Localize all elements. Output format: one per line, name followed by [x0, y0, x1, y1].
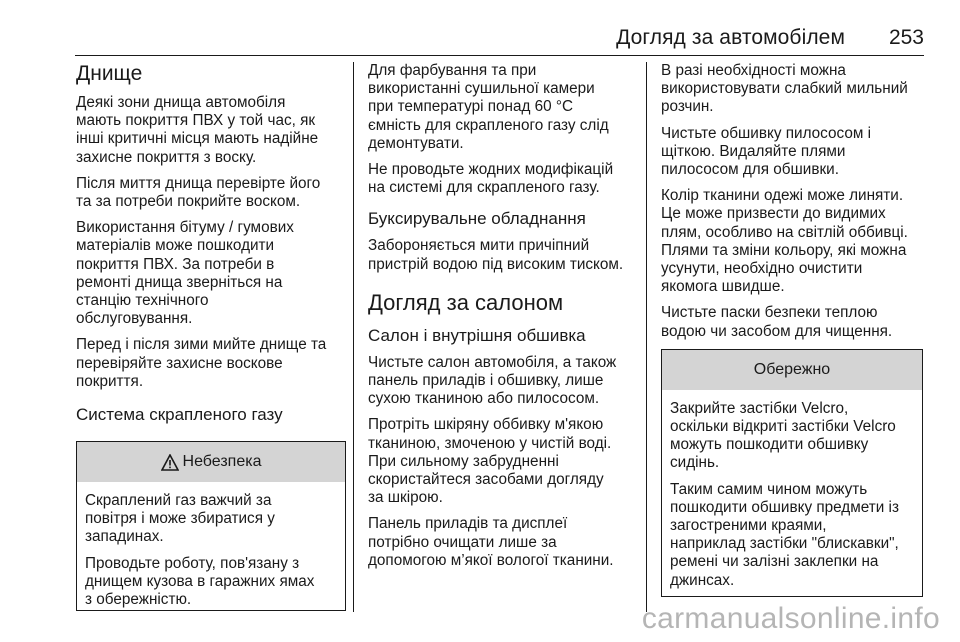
paragraph: Використання бітуму / гумових матеріалів може пошкодити покриття ПВХ. За потреби в ремонті днища зверніться на станцію технічного обслуговування. — [76, 219, 294, 328]
paragraph: Проводьте роботу, пов'язану з днищем кузова в гаражних ямах з обережністю. — [85, 554, 315, 609]
watermark: carmanualsonline.info — [641, 602, 940, 635]
warning-box-header — [77, 442, 345, 482]
paragraph: Забороняється мити причіпний пристрій водою під високим тиском. — [368, 237, 624, 273]
column-1 — [76, 62, 346, 611]
caution-label: Обережно — [753, 360, 831, 378]
paragraph: Після миття днища перевірте його та за потреби покрийте воском. — [76, 174, 321, 211]
heading-interior-trim: Салон і внутрішня обшивка — [368, 325, 586, 345]
paragraph: Чистьте салон автомобіля, а також панель приладів і обшивку, лише сухою тканиною або пилососом. — [368, 353, 617, 408]
paragraph: Перед і після зими мийте днище та перевіряйте захисне воскове покриття. — [76, 336, 327, 390]
page-header — [0, 0, 960, 56]
paragraph: В разі необхідності можна використовувати слабкий мильний розчин. — [661, 62, 908, 116]
warning-box — [76, 441, 346, 611]
paragraph: Не проводьте жодних модифікацій на системі для скрапленого газу. — [368, 161, 614, 197]
section-title: Догляд за автомобілем — [616, 26, 845, 49]
paragraph: Колір тканини одежі може линяти. Це може призвести до видимих плям, особливо на світлій оббивці. Плями та зміни кольору, які можна усунути, необхідно очистити якомога швидше. — [661, 187, 908, 296]
paragraph: Таким самим чином можуть пошкодити обшивку предмети із загостреними краями, наприклад застібки "блискавки", ремені чи залізні заклепки на джинсах. — [670, 480, 899, 589]
paragraph: Панель приладів та дисплеї потрібно очищати лише за допомогою м’якої вологої тканини. — [368, 515, 614, 569]
header-rule — [75, 55, 924, 56]
paragraph: Протріть шкіряну оббивку м'якою тканиною, змоченою у чистій воді. При сильному забрудненні скористайтеся засобами догляду за шкірою. — [368, 416, 612, 507]
heading-towing-equipment: Буксирувальне обладнання — [368, 209, 586, 229]
paragraph: Закрийте застібки Velcro, оскільки відкриті застібки Velcro можуть пошкодити обшивку сидінь. — [670, 399, 896, 472]
heading-interior-care: Догляд за салоном — [368, 289, 564, 315]
paragraph: Чистьте обшивку пилососом і щіткою. Видаляйте плями пилососом для обшивки. — [661, 124, 871, 179]
paragraph: Скраплений газ важчий за повітря і може збиратися у западинах. — [85, 492, 275, 546]
column-divider-2 — [646, 62, 647, 612]
paragraph: Деякі зони днища автомобіля мають покриття ПВХ у той час, як інші критичні місця мають надійне захисне покриття з воску. — [76, 94, 319, 166]
caution-box-body — [662, 390, 922, 602]
warning-triangle-icon — [161, 454, 179, 471]
paragraph: Чистьте паски безпеки теплою водою чи засобом для чищення. — [661, 304, 893, 340]
column-3 — [661, 62, 923, 597]
caution-box — [661, 349, 923, 597]
paragraph: Для фарбування та при використанні сушильної камери при температурі понад 60 °C ємність для скрапленого газу слід демонтувати. — [368, 62, 609, 152]
column-2 — [368, 62, 640, 578]
heading-lpg-system: Система скрапленого газу — [76, 405, 283, 425]
warning-label: Небезпека — [182, 452, 262, 470]
heading-underbody: Днище — [76, 62, 143, 85]
column-divider-1 — [353, 62, 354, 612]
warning-box-body — [77, 482, 345, 621]
caution-box-header — [662, 350, 922, 390]
page-number: 253 — [888, 26, 924, 49]
